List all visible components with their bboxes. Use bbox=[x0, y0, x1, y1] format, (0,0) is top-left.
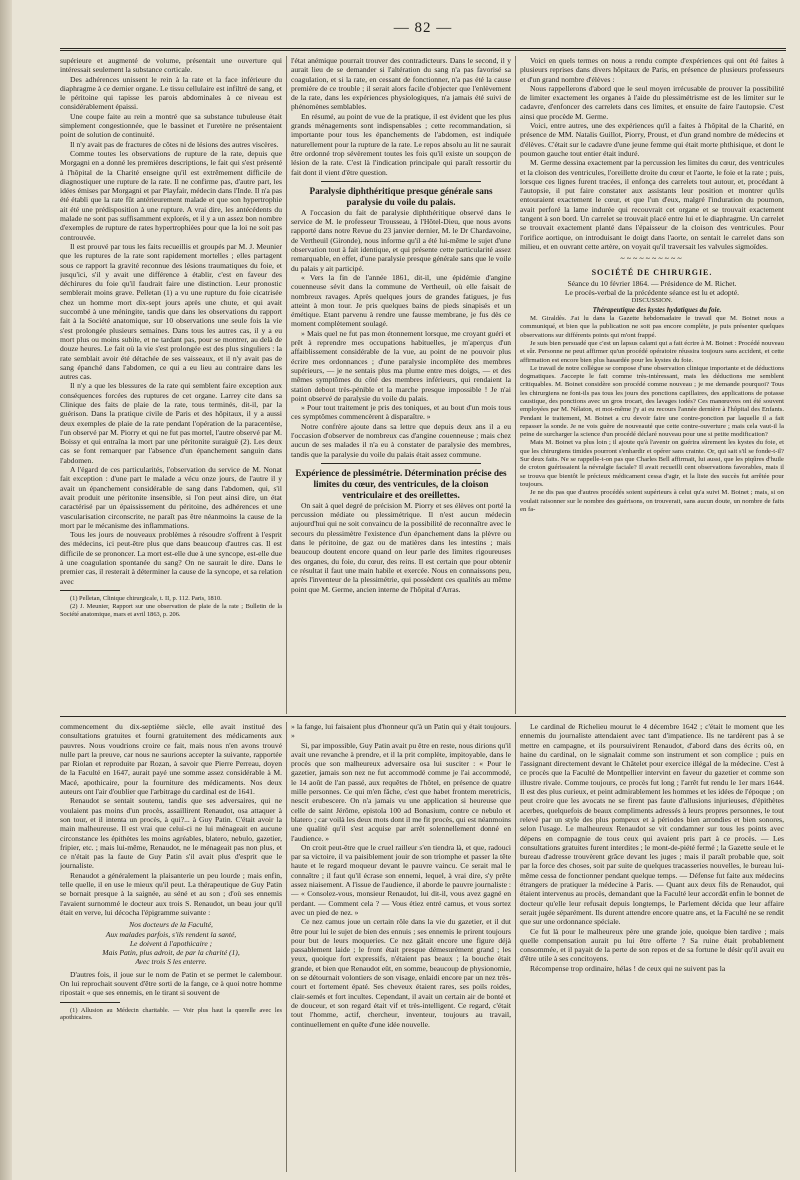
column-divider bbox=[286, 722, 287, 1172]
paragraph: Le cardinal de Richelieu mourut le 4 décembre 1642 ; c'était le moment que les ennemis du journaliste attendaient avec tant d'impatience. Ils ne tardèrent pas à se mettre en campagne, et ils poursuivirent Renaudot, d'abord dans des écrits où, en haine du cardinal, on le signalait comme son instrument et son complice ; puis en l'assignant directement devant le Châtelet pour exercice illégal de la médecine. C'est à ce procès que la Faculté de Montpellier intervint en faveur du gazetier et comme son illustre rivale. Comme toujours, ce procès fut long ; l'arrêt fut rendu le 1er mars 1644. Il est des plus curieux, et peint admirablement les hommes et les idées de l'époque ; on peut croire que les avocats ne se firent pas faute d'allusions injurieuses, d'épithètes acerbes, quelquefois de beaux compliments adressés à leurs propres personnes, le tout relevé par un style des plus pompeux et à périodes bien arrondies et bien sonores, selon l'usage. Le malheureux Renaudot se vit condamner sur tous les points avec dépens en compagnie de tous ceux qui avaient pris part à ce procès. — Les consultations gratuites furent interdites ; le mont-de-piété fermé ; la Gazette seule et le bureau d'adresse trouvèrent grâce devant les juges ; mais il paraît probable que, soit par la force des choses, soit par suite de quelques tracasseries nouvelles, le bureau lui-même cessa de fonctionner pendant quelque temps. — Défense fut faite aux médecins étrangers de pratiquer la médecine à Paris. — Quant aux deux fils de Renaudot, qui étaient intervenus au procès, demandant que la Faculté leur accordât enfin le bonnet de docteur qu'elle leur refusait depuis longtemps, le Parlement décida que leur affaire serait jugée séparément. Ils durent attendre encore quatre ans, et la Faculté ne se rendit que sur une ordonnance spéciale. bbox=[520, 722, 784, 927]
paragraph: Une coupe faite au rein a montré que sa substance tubuleuse était simplement congestionnée, que le bassinet et l'uretère ne présentaient point de solution de continuité. bbox=[60, 111, 282, 140]
paragraph: Mais M. Boinet va plus loin ; il ajoute qu'à l'avenir on guérira sûrement les kystes du foie, et que les chirurgiens timides pourront s'enhardir et opérer sans crainte. Or, qui sait s'il se fonde-t-il? Sur deux faits. Ne se rappelle-t-on pas que Charles Bell affirmait, lui aussi, que les piqûres d'huile de croton guérissaient la névralgie faciale? Il avait recueilli cent observations favorables, mais il se trouva que bientôt le précieux médicament cessa d'agir, et la liste des succès fut arrêtée pour toujours. bbox=[520, 439, 784, 488]
ornament-divider: ~~~~~~~~~~ bbox=[620, 254, 684, 264]
footnote-rule bbox=[60, 1002, 120, 1003]
paragraph: Renaudot a généralement la plaisanterie un peu lourde ; mais enfin, telle quelle, il en use le mieux qu'il peut. La thérapeutique de Guy Patin se bornait presque à la saignée, au séné et au son ; d'où ses ennemis l'avaient surnommé le docteur aux trois S. Renaudot, un beau jour qu'il était en verve, lui décocha l'épigramme suivante : bbox=[60, 870, 282, 917]
section-title: SOCIÉTÉ DE CHIRURGIE. bbox=[591, 267, 713, 277]
column-4 bbox=[60, 722, 282, 1172]
paragraph: On croit peut-être que le cruel railleur s'en tiendra là, et que, radouci par sa victoire, il va paisiblement jouir de son triomphe et passer la tête haute et le regard moqueur devant le pauvre vaincu. Ce serait mal le connaître ; il faut qu'il écrase son ennemi, lequel, à vrai dire, s'y prête assez niaisement. A l'issue de l'audience, il aborde le pauvre journaliste : — « Consolez-vous, monsieur Renaudot, lui dit-il, vous avez gagné en perdant. — Comment cela ? — Vous étiez entré camus, et vous sortez avec un pied de nez. » bbox=[291, 842, 511, 917]
paragraph: » Pour tout traitement je pris des toniques, et au bout d'un mois tous ces symptômes commencèrent à disparaître. » bbox=[291, 403, 511, 422]
article-heading: Expérience de plessimétrie. Détermination précise des limites du cœur, des ventricules, de la cloison ventriculaire et des oreillettes. bbox=[295, 467, 507, 500]
section-rule bbox=[60, 716, 786, 717]
paragraph: Des adhérences unissent le rein à la rate et la face inférieure du diaphragme à ce dernier organe. Le tissu cellulaire est infiltré de sang, et le péritoine qui tapisse les parois abdominales à ce niveau est considérablement épaissi. bbox=[60, 74, 282, 112]
paragraph: Tous les jours de nouveaux problèmes à résoudre s'offrent à l'esprit des médecins, ici peut-être plus que dans beaucoup d'autres cas. Il est difficile de se prononcer. La mort est-elle due à une syncope, est-elle due à une coagulation spontanée du sang? On ne saurait le dire. Dans le premier cas, il resterait à déterminer la cause de la syncope, et sa relation avec bbox=[60, 530, 282, 586]
paragraph: Voici, entre autres, une des expériences qu'il a faites à l'hôpital de la Charité, en présence de MM. Natalis Guillot, Piorry, Proust, et d'un grand nombre de médecins et d'élèves. C'était sur le cadavre d'une jeune femme qui était morte phthisique, et dont le poumon gauche tout entier était induré. bbox=[520, 121, 784, 158]
paragraph: Je suis bien persuadé que c'est un lapsus calami qui a fait écrire à M. Boinet : Procédé nouveau et sûr. Personne ne peut affirmer qu'un procédé opératoire réussira toujours sans accident, et cette affirmation est encore bien plus hasardée pour les kystes du foie. bbox=[520, 339, 784, 364]
paragraph: A l'égard de ces particularités, l'observation du service de M. Nonat fait exception : d'une part le malade a vécu onze jours, de l'autre il y avait un épanchement considérable de sang dans l'abdomen, qui, s'il avait produit une péritonite insensible, si l'on peut ainsi dire, un état caractérisé par un épaississement du péritoine, des adhérences et une vascularisation circonscrite, ne paraît pas être néanmoins la cause de la mort par le mécanisme des inflammations. bbox=[60, 465, 282, 530]
header-double-rule bbox=[60, 48, 786, 51]
article-heading: Paralysie diphthéritique presque générale sans paralysie du voile du palais. bbox=[309, 185, 493, 207]
column-divider bbox=[286, 56, 287, 714]
minutes-line: Le procès-verbal de la précédente séance est lu et adopté. bbox=[564, 288, 740, 298]
footnote: (1) Allusion au Médecin charitable. — Voir plus haut la querelle avec les apothicaires. bbox=[60, 1006, 282, 1022]
verse-line: Aux malades parfois, s'ils rendent la santé, bbox=[105, 929, 237, 939]
paragraph: Je ne dis pas que d'autres procédés soient supérieurs à celui qu'a suivi M. Boinet ; mais, si on voulait raisonner sur le nombre des guérisons, on trouverait, sans aucun doute, un nombre de faits en fa- bbox=[520, 489, 784, 513]
paragraph: Ce nez camus joue un certain rôle dans la vie du gazetier, et il dut être pour lui le sujet de bien des ennuis ; ses ennemis le prirent toujours pour but de leurs moqueries. Ce nez gâtait encore une figure déjà passablement laide ; le front était presque démesurément grand ; les yeux, quoique fort expressifs, n'étaient pas beaux ; la bouche était grande, et bien que Renaudot eût, en somme, beaucoup de physionomie, on se détournait volontiers de son visage, enlaidi encore par un nez très-court et fortement épaté. Ses cheveux étaient rares, ses poils roides, clair-semés et fort incultes. Cependant, il avait un certain air de bonté et de douceur, et son regard était vif et très-intelligent. Ce regard, c'était tout l'homme, actif, chercheur, inventeur, toujours au travail, continuellement en quête d'une idée nouvelle. bbox=[291, 917, 511, 1029]
binding-edge bbox=[0, 0, 12, 1180]
verse-line: Nos docteurs de la Faculté, bbox=[129, 920, 213, 930]
paragraph: Si, par impossible, Guy Patin avait pu être en reste, nous dirions qu'il avait une revanche à prendre, et il la prit complète, impitoyable, dans le procès que son malheureux adversaire osa lui susciter : « Pour le gazetier, jamais son nez ne fut accommodé comme je l'ai accommodé, le 14 août de l'an passé, aux requêtes de l'hôtel, en présence de quatre mille personnes. Ce qui m'en fâche, c'est que habet frontem meretricis, nescit erubescere. On n'a jamais vu une application si heureuse que celle de saint Jérôme, epistola 100 ad Bonasium, contre ce nebulo et blatero ; car voilà les deux mots dont il me fit procès, qui est néanmoins une qualité qu'il s'est acquise par arrêt solennellement donné en l'audience. » bbox=[291, 740, 511, 843]
article-separator bbox=[321, 181, 481, 182]
footnote-rule bbox=[60, 590, 120, 591]
column-3 bbox=[520, 56, 784, 714]
paragraph: D'autres fois, il joue sur le nom de Patin et se permet le calembour. On lui reprochait souvent d'être sorti de la fange, ce à quoi notre homme ripostait « que ses ennemis, en le tirant si souvent de bbox=[60, 969, 282, 998]
page-header bbox=[60, 14, 786, 50]
paragraph: M. Giraldès. J'ai lu dans la Gazette hebdomadaire le travail que M. Boinet nous a communiqué, et bien que la publication ne soit pas encore complète, je puis présenter quelques observations sur différents points qui m'ont frappé. bbox=[520, 315, 784, 339]
paragraph: l'état anémique pourrait trouver des contradicteurs. Dans le second, il y aurait lieu de se demander si l'altération du sang n'a pas favorisé sa coagulation, et si la rate, en cessant de fonctionner, n'a pas été la cause première de ce trouble ; il serait alors facile d'objecter que l'enlèvement de la rate, dans les expériences physiologiques, n'a jamais été suivi de phénomènes semblables. bbox=[291, 56, 511, 112]
paragraph: » Mais quel ne fut pas mon étonnement lorsque, me croyant guéri et prêt à reprendre mes occupations habituelles, je m'aperçus d'un affaiblissement considérable de la vue, au point de ne pouvoir plus écrire mes ordonnances ; d'une paralysie incomplète des membres supérieurs, — je ne sentais plus ma plume entre mes doigts, — et des mêmes symptômes du côté des membres inférieurs, qui rendaient la station debout très-pénible et la marche presque impossible ! Je n'ai point observé de paralysie du voile du palais. bbox=[291, 328, 511, 403]
column-2 bbox=[291, 56, 511, 714]
paragraph: M. Germe dessina exactement par la percussion les limites du cœur, des ventricules et la cloison des ventricules, l'oreillette droite du cœur et l'aorte, le foie et la rate ; puis, lorsque ces lignes furent tracées, il enfonça des carrelets tout autour, et, procédant à l'autopsie, il put faire constater aux assistants leur position et montrer qu'ils entouraient exactement le cœur, et que l'un d'eux, malgré l'induration du poumon, avait perforé la lame indurée qui recouvrait cet organe et se trouvait exactement tangent à son bord. Un carrelet se trouvait placé entre lui et le diaphragme. Un carrelet se trouvait exactement planté dans l'épaisseur de la cloison des ventricules. Pour l'orifice aortique, on introduisant le doigt dans l'aorte, on sentait le carrelet dans son milieu, et en ouvrant cette artère, on voyait qu'il traversait les valvules sigmoïdes. bbox=[520, 158, 784, 251]
column-5 bbox=[291, 722, 511, 1172]
paragraph: Comme toutes les observations de rupture de la rate, depuis que Morgagni en a donné les premières descriptions, le fait qui s'est présenté à l'hôpital de la Charité enseigne qu'il est extrêmement difficile de diagnostiquer une rupture de la rate. Il ne confirme pas, d'autre part, les idées émises par Morgagni et par Playfair, médecin dans l'Inde. Il n'a pas été établi que la rate fût antérieurement malade et que son hypertrophie ait été une prédisposition à une rupture. A vrai dire, les antécédents du malade ne sont pas suffisamment explorés, et il y a un assez bon nombre d'exemples de rupture de rates hypertrophiées pour que la loi ne soit pas controuvée. bbox=[60, 148, 282, 242]
paragraph: supérieure et augmenté de volume, présentait une ouverture qui intéressait seulement la substance corticale. bbox=[60, 56, 282, 75]
paragraph: En résumé, au point de vue de la pratique, il est évident que les plus grands ménagements sont indispensables ; cette recommandation, si importante pour tous les épanchements de l'abdomen, est indiquée naturellement pour la rupture de la rate. Le repos absolu au lit ne saurait être ordonné trop sévèrement toutes les fois qu'il existe un soupçon de lésion de la rate. C'est là l'indication principale qui paraît ressortir du fait dont il vient d'être question. bbox=[291, 111, 511, 177]
footnote: (1) Pelletan, Clinique chirurgicale, t. II, p. 112. Paris, 1810. bbox=[70, 594, 222, 602]
verse-line: Le doivent à l'apothicaire ; bbox=[129, 938, 213, 948]
paragraph: » la fange, lui faisaient plus d'honneur qu'à un Patin qui y était toujours. » bbox=[291, 722, 511, 741]
paragraph: Le travail de notre collègue se compose d'une observation clinique importante et de déductions dogmatiques. J'accepte le fait comme très-intéressant, mais les déductions me semblent critiquables. M. Boinet considère son procédé comme nouveau ; je me demande pourquoi? Tous les chirurgiens ne font-ils pas tous les jours des ponctions capillaires, des applications de potasse caustique, des ponctions avec un gros trocart, des lavages iodés? Ces manœuvres ont été souvent employées par M. Nélaton, et moi-même j'y ai eu recours l'année dernière à l'hôpital des Enfants. Pendant le traitement, M. Boinet a cru devoir faire une contre-ponction par laquelle il a fait repasser la sonde. Je ne vois guère de nouveauté que cette contre-ouverture ; mais cela vaut-il la peine de surcharger la science d'un procédé déclaré nouveau pour une si petite modification? bbox=[520, 364, 784, 439]
page-number: — 82 — bbox=[393, 20, 453, 36]
paragraph: Ce fut là pour le malheureux père une grande joie, quoique bien tardive ; mais quelle compensation aurait pu lui être offerte ? Sa ruine était probablement consommée, et il payait de la perte de son repos et de sa fortune le désir qu'il avait eu d'être utile à ses concitoyens. bbox=[520, 926, 784, 964]
session-line: Séance du 10 février 1864. — Présidence de M. Richet. bbox=[567, 278, 737, 288]
paragraph: Notre confrère ajoute dans sa lettre que depuis deux ans il a eu l'occasion d'observer de nombreux cas d'angine couenneuse ; mais chez aucun de ses malades il n'a eu à constater de paralysie des membres, tandis que la paralysie du voile du palais était assez commune. bbox=[291, 421, 511, 459]
paragraph: Il n'y a que les blessures de la rate qui semblent faire exception aux conséquences forcées des ruptures de cet organe. Larrey cite dans sa Clinique des faits de plaie de la rate, tous terminés, dit-il, par la guérison. Dans la pratique civile de Paris et des hôpitaux, il y a aussi deux exemples de plaie de la rate pendant l'opération de la paracentèse, l'un observé par M. Piorry et qui ne fut pas mortel, l'autre observé par M. Boissy et qui entraîna la mort par une péritonite suraiguë (2). Les deux cas se font remarquer par l'absence d'un épanchement sanguin dans l'abdomen. bbox=[60, 381, 282, 465]
footnote: (2) J. Meunier, Rapport sur une observation de plaie de la rate ; Bulletin de la Société anatomique, mars et avril 1863, p. 206. bbox=[60, 602, 282, 618]
paragraph: commencement du dix-septième siècle, elle avait institué des consultations gratuites et fourni gratuitement des médicaments aux pauvres. Nous voudrions croire ce fait, mais nous n'en avons trouvé nulle part la preuve, car nous ne saurions accepter la suivante, rapportée par Riolan et reproduite par Rozan, à savoir que Pierre Perreau, doyen de la Faculté en 1647, aurait payé une somme assez considérable à M. Macé, apothicaire, pour la fourniture des médicaments. Nos deux auteurs ont l'air d'oublier que l'arbitrage du cardinal est de 1641. bbox=[60, 722, 282, 797]
paragraph: A l'occasion du fait de paralysie diphthéritique observé dans le service de M. le professeur Trousseau, à l'Hôtel-Dieu, que nous avons rapporté dans notre Revue du 23 janvier dernier, M. le Dr Chardavoine, de Vertheuil (Gironde), nous informe qu'il a été lui-même le sujet d'une observation tout à fait identique, et qui présente cette particularité assez remarquable, en effet, d'une paralysie presque générale sans que le voile du palais y ait participé. bbox=[291, 207, 511, 273]
epigram bbox=[60, 920, 282, 966]
column-6 bbox=[520, 722, 784, 1172]
column-divider bbox=[515, 722, 516, 1172]
paragraph: Renaudot se sentait soutenu, tandis que ses adversaires, qui ne voulaient pas moins d'un procès, assaillirent Renaudot, osa attaquer à son tour, et il intenta un procès, à qui?... à Guy Patin. C'était avoir la main malheureuse. Il est vrai que celui-ci ne lui ménageait en aucune circonstance les épithètes les moins agréables, blatero, nebulo, gazetier, fripier, etc. ; mais lui-même, Renaudot, ne le ménageait pas non plus, et ce n'était pas la faute de Guy Patin s'il avait plus d'esprit que le journaliste. bbox=[60, 796, 282, 871]
column-divider bbox=[515, 56, 516, 714]
paragraph: Récompense trop ordinaire, hélas ! de ceux qui ne suivent pas la bbox=[530, 963, 726, 973]
paragraph: Nous rappellerons d'abord que le seul moyen irrécusable de prouver la possibilité de limiter exactement les organes à l'aide du plessimétrisme est de les limiter sur le cadavre, d'enfoncer des carrelets dans ces limites, et ensuite de faire l'autopsie. C'est ainsi que procède M. Germe. bbox=[520, 83, 784, 121]
paragraph: « Vers la fin de l'année 1861, dit-il, une épidémie d'angine couenneuse sévit dans la commune de Vertheuil, où elle faisait de nombreux ravages. Après quelques jours de grandes fatigues, je fus atteint à mon tour. Je pris quelques bains de pieds sinapisés et un émétique. Etant parvenu à rendre une fausse membrane, je fus dès ce moment complètement soulagé. bbox=[291, 272, 511, 329]
verse-line: Avec trois S les enterre. bbox=[135, 957, 207, 967]
discussion-label: DISCUSSION. bbox=[631, 297, 673, 305]
discussion-topic: Thérapeutique des kystes hydatiques du foie. bbox=[592, 305, 722, 314]
paragraph: Il n'y avait pas de fractures de côtes ni de lésions des autres viscères. bbox=[70, 139, 279, 149]
paragraph: Voici en quels termes on nous a rendu compte d'expériences qui ont été faites à plusieurs reprises dans divers hôpitaux de Paris, en présence de plusieurs professeurs et d'un grand nombre d'élèves : bbox=[520, 56, 784, 84]
article-separator bbox=[321, 463, 481, 464]
column-1 bbox=[60, 56, 282, 714]
paragraph: Il est prouvé par tous les faits recueillis et groupés par M. J. Meunier que les ruptures de la rate sont rapidement mortelles ; elles partagent sous ce rapport la gravité reconnue des lésions traumatiques du foie, et jusqu'ici, s'il y avait une différence à établir, c'est en faveur des déchirures du foie qu'il faudrait faire une distinction. Leur pronostic semblerait moins grave. Pelletan (1) a vu une rupture du foie cicatrisée chez un homme mort dix-sept jours après une chute, et qui avait succombé à une méningite, tandis que dans les observations du rapport fait à la Société anatomique, sur 10 observations une seule fois la vie s'est prolongée plusieurs semaines. Dans tous les autres cas, il y a eu mort plus ou moins subite, et ne tardant pas, pour se montrer, au delà de douze heures. Le fait où la vie s'est prolongée est des plus singuliers : la rate semblait avoir été détachée de ses vaisseaux, et il n'y avait pas de sang épanché dans l'abdomen, ce qui a eu lieu au contraire dans les autres cas. bbox=[60, 241, 282, 382]
paragraph: On sait à quel degré de précision M. Piorry et ses élèves ont porté la percussion médiate ou plessimétrique. Il n'est aucun médecin aujourd'hui qui ne soit convaincu de la possibilité de reconnaître avec le secours du plessimètre l'existence d'un épanchement dans la plèvre ou dans le péritoine, de gaz ou de matières dans les intestins ; mais beaucoup doutent encore quand on leur parle des limites rigoureuses des organes, du foie, du cœur, des reins. Il est certain que pour obtenir ce résultat il faut une main habile et exercée. Nous en connaissons peu, après l'inventeur de la plessimétrie, qui possèdent ces qualités au même point que M. Germe, ancien interne de l'hôpital d'Arras. bbox=[291, 500, 511, 594]
verse-line: Mais Patin, plus adroit, de par la charité (1), bbox=[102, 948, 240, 958]
